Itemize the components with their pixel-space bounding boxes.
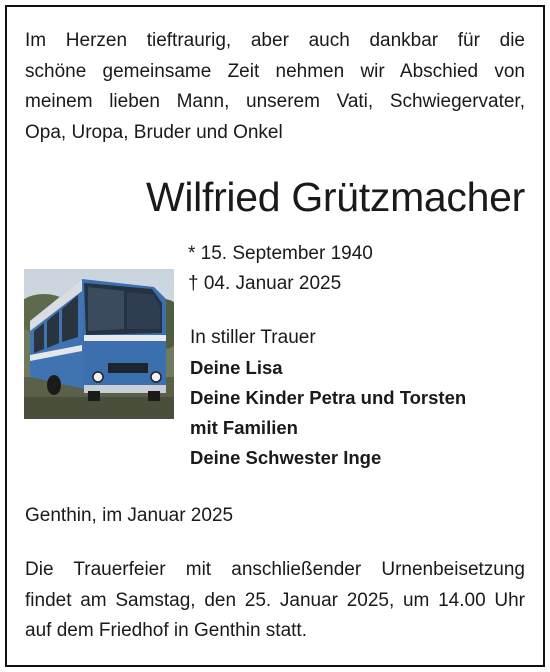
bus-photo [24, 269, 174, 419]
funeral-info [25, 555, 525, 647]
intro-text [25, 26, 525, 148]
bus-photo-image [24, 269, 174, 419]
mourner-name: Deine Kinder Petra und Torsten [190, 387, 467, 408]
intro-line: schöne gemeinsame Zeit nehmen wir Abschied von [25, 60, 525, 82]
funeral-line: findet am Samstag, den 25. Januar 2025, um 14.00 Uhr [25, 589, 525, 611]
funeral-line: auf dem Friedhof in Genthin statt. [25, 620, 307, 641]
mourner-name: Deine Schwester Inge [190, 447, 382, 468]
deceased-name: Wilfried Grützmacher [145, 174, 525, 220]
mourning-lead: In stiller Trauer [190, 327, 316, 348]
intro-line: Im Herzen tieftraurig, aber auch dankbar für die [25, 30, 525, 51]
funeral-line: Die Trauerfeier mit anschließender Urnenbeisetzung [25, 559, 525, 580]
mourner-name: mit Familien [190, 417, 298, 438]
death-date: † 04. Januar 2025 [188, 273, 342, 294]
mourner-name: Deine Lisa [190, 357, 283, 378]
mourners-block [190, 323, 466, 473]
intro-line: Opa, Uropa, Bruder und Onkel [25, 121, 283, 143]
place-date: Genthin, im Januar 2025 [25, 505, 234, 526]
birth-date: * 15. September 1940 [188, 243, 373, 264]
life-dates [188, 239, 373, 299]
intro-line: meinem lieben Mann, unserem Vati, Schwiegervater, [25, 91, 525, 112]
